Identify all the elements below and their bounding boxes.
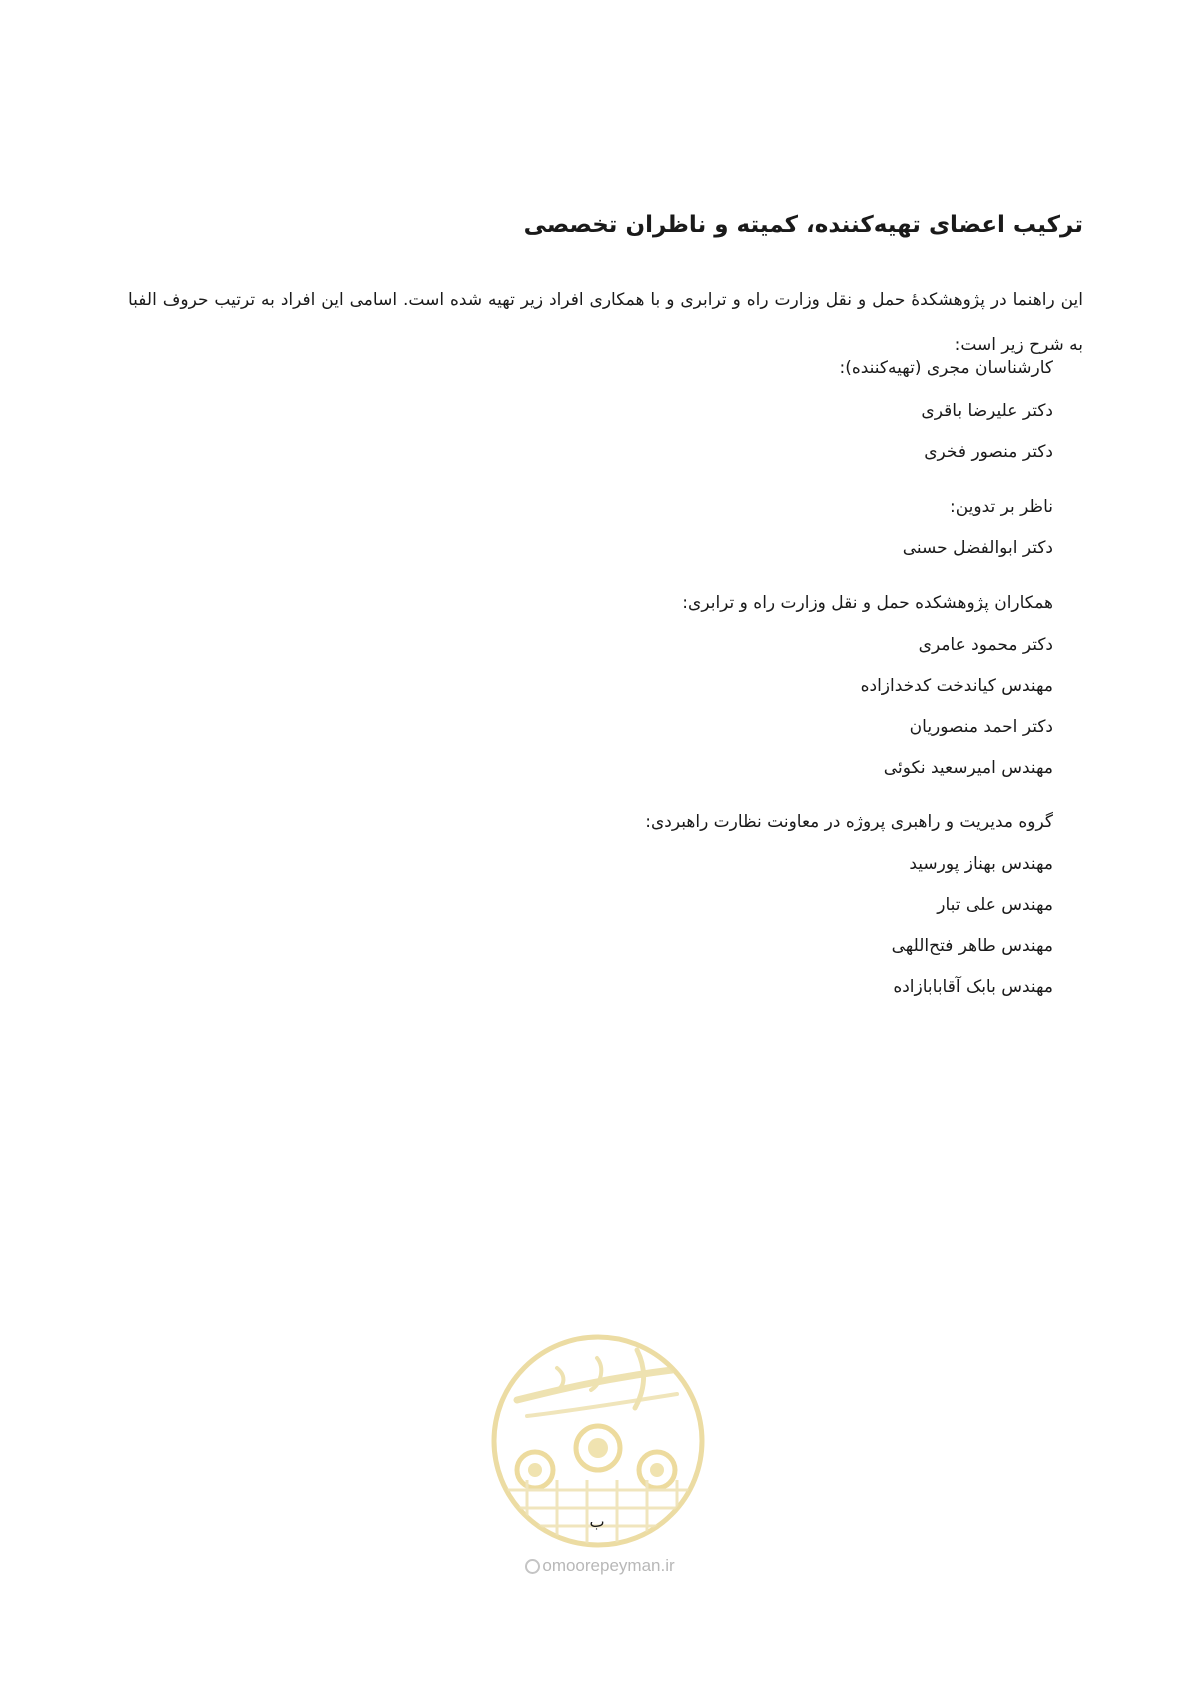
member-name: دکتر علیرضا باقری [921,401,1053,421]
page-title: ترکیب اعضای تهیه‌کننده، کمیته و ناظران تخصصی [523,212,1083,238]
member-name: مهندس امیرسعید نکوئی [883,758,1053,778]
member-name: دکتر ابوالفضل حسنی [902,538,1053,558]
member-name: مهندس کیاندخت کدخدازاده [860,676,1053,696]
section-label-management-group: گروه مدیریت و راهبری پروژه در معاونت نظارت راهبردی: [645,812,1053,832]
watermark-site [500,1556,700,1576]
member-name: مهندس بهناز پورسید [909,854,1053,874]
member-name: مهندس بابک آقابابازاده [893,977,1053,997]
site-url: omoorepeyman.ir [542,1556,675,1575]
member-name: دکتر احمد منصوریان [909,717,1053,737]
member-name: دکتر محمود عامری [918,635,1053,655]
member-name: مهندس علی تبار [937,895,1053,915]
section-label-research-colleagues: همکاران پژوهشکده حمل و نقل وزارت راه و ترابری: [682,593,1053,613]
section-label-supervisor: ناظر بر تدوین: [949,497,1053,517]
section-label-executives: کارشناسان مجری (تهیه‌کننده): [839,358,1053,378]
page-number: ب [589,1512,605,1531]
intro-paragraph: این راهنما در پژوهشکدۀ حمل و نقل وزارت راه و ترابری و با همکاری افراد زیر تهیه شده است. اسامی این افراد به ترتیب حروف الفبا به شرح زیر است: [128,290,1083,355]
member-name: دکتر منصور فخری [924,442,1053,462]
at-sign-icon [525,1559,540,1574]
member-name: مهندس طاهر فتح‌اللهی [891,936,1053,956]
